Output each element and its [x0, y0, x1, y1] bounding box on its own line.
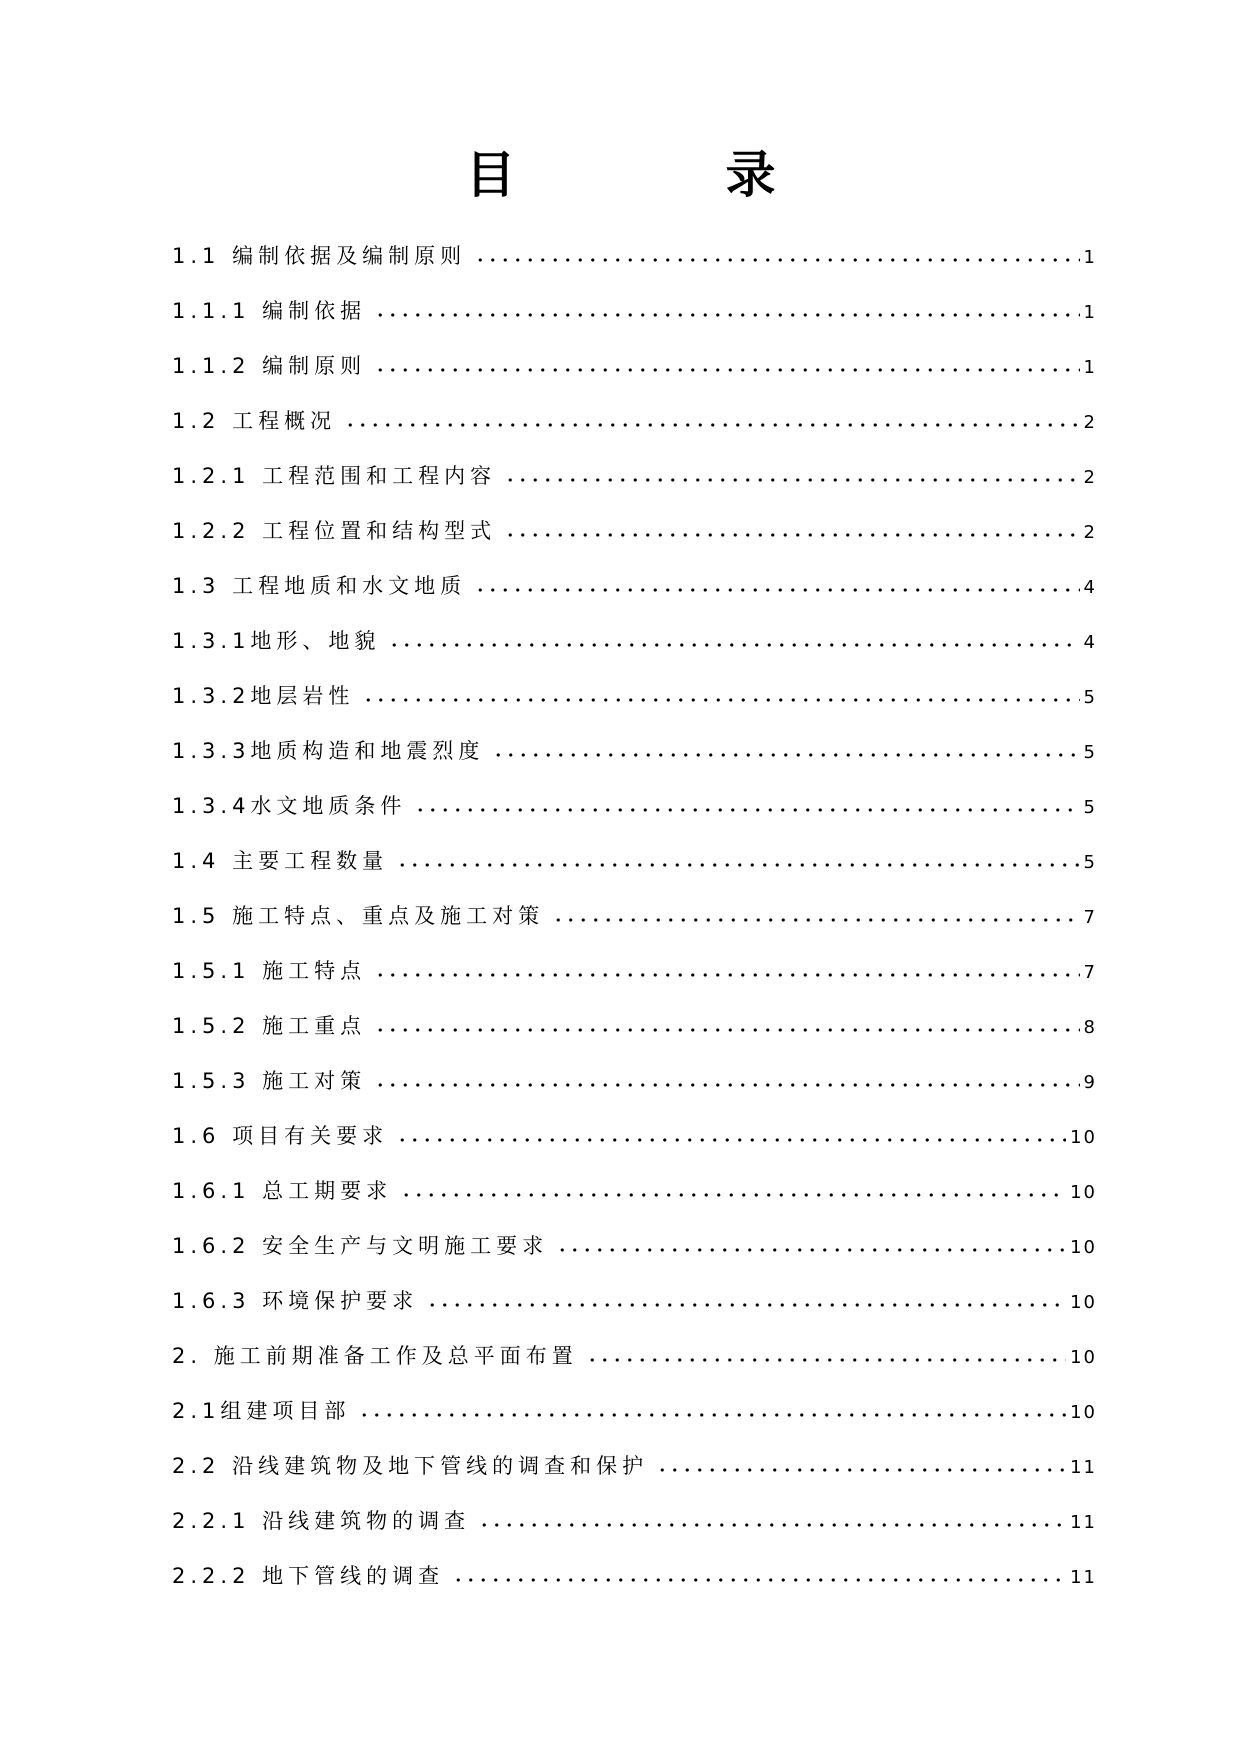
toc-dot-leader	[358, 1394, 1066, 1418]
toc-dot-leader	[374, 349, 1079, 373]
toc-dot-leader	[396, 1119, 1066, 1143]
toc-entry-page: 5	[1083, 852, 1097, 873]
toc-entry-page: 10	[1070, 1127, 1097, 1148]
toc-entry-label: 1.2 工程概况	[172, 409, 337, 433]
toc-entry-label: 1.6.3 环境保护要求	[172, 1289, 419, 1313]
toc-entry-page: 5	[1083, 797, 1097, 818]
toc-dot-leader	[374, 294, 1079, 318]
toc-dot-leader	[374, 1009, 1079, 1033]
toc-entry-page: 5	[1083, 742, 1097, 763]
toc-entry-page: 11	[1070, 1512, 1097, 1533]
toc-entry[interactable]	[172, 1174, 1097, 1229]
toc-entry-label: 1.1.1 编制依据	[172, 299, 367, 323]
toc-entry-page: 10	[1070, 1402, 1097, 1423]
toc-dot-leader	[374, 1064, 1079, 1088]
toc-entry[interactable]	[172, 1284, 1097, 1339]
toc-entry[interactable]	[172, 1339, 1097, 1394]
toc-entry-page: 11	[1070, 1567, 1097, 1588]
toc-entry[interactable]	[172, 679, 1097, 734]
toc-entry-page: 11	[1070, 1457, 1097, 1478]
toc-entry[interactable]	[172, 569, 1097, 624]
toc-dot-leader	[492, 734, 1079, 758]
toc-entry-label: 1.6.1 总工期要求	[172, 1179, 393, 1203]
toc-entry-label: 1.3.1地形、地貌	[172, 629, 381, 653]
toc-entry-label: 2. 施工前期准备工作及总平面布置	[172, 1344, 578, 1368]
toc-entry-label: 1.5 施工特点、重点及施工对策	[172, 904, 545, 928]
toc-dot-leader	[452, 1559, 1066, 1583]
toc-entry-label: 1.5.2 施工重点	[172, 1014, 367, 1038]
toc-entry[interactable]	[172, 1064, 1097, 1119]
toc-dot-leader	[552, 899, 1079, 923]
toc-dot-leader	[400, 1174, 1066, 1198]
toc-entry-page: 2	[1083, 522, 1097, 543]
toc-entry-label: 2.2.2 地下管线的调查	[172, 1564, 445, 1588]
toc-entry[interactable]	[172, 239, 1097, 294]
toc-entry-label: 1.1.2 编制原则	[172, 354, 367, 378]
toc-entry[interactable]	[172, 1119, 1097, 1174]
toc-entry-page: 4	[1083, 577, 1097, 598]
toc-entry-page: 10	[1070, 1347, 1097, 1368]
toc-dot-leader	[656, 1449, 1066, 1473]
toc-entry[interactable]	[172, 734, 1097, 789]
toc-entry-label: 1.5.1 施工特点	[172, 959, 367, 983]
toc-entry-label: 1.2.2 工程位置和结构型式	[172, 519, 497, 543]
toc-dot-leader	[474, 569, 1079, 593]
toc-dot-leader	[344, 404, 1079, 428]
toc-entry-label: 1.2.1 工程范围和工程内容	[172, 464, 497, 488]
toc-entry-label: 1.3.2地层岩性	[172, 684, 355, 708]
toc-entry[interactable]	[172, 1394, 1097, 1449]
toc-entry-page: 4	[1083, 632, 1097, 653]
table-of-contents	[172, 239, 1097, 1614]
toc-entry-page: 9	[1083, 1072, 1097, 1093]
toc-dot-leader	[504, 514, 1079, 538]
toc-entry-label: 1.5.3 施工对策	[172, 1069, 367, 1093]
toc-entry[interactable]	[172, 514, 1097, 569]
toc-entry[interactable]	[172, 1449, 1097, 1504]
toc-entry-page: 1	[1083, 302, 1097, 323]
toc-entry[interactable]	[172, 954, 1097, 1009]
toc-entry[interactable]	[172, 899, 1097, 954]
toc-entry-page: 1	[1083, 357, 1097, 378]
toc-entry[interactable]	[172, 294, 1097, 349]
toc-entry-label: 1.3 工程地质和水文地质	[172, 574, 467, 598]
toc-entry-page: 7	[1083, 907, 1097, 928]
toc-entry[interactable]	[172, 349, 1097, 404]
toc-dot-leader	[374, 954, 1079, 978]
toc-entry-page: 5	[1083, 687, 1097, 708]
toc-entry-label: 1.3.3地质构造和地震烈度	[172, 739, 485, 763]
toc-entry-page: 1	[1083, 247, 1097, 268]
toc-dot-leader	[414, 789, 1079, 813]
page-title: 目 录	[465, 146, 856, 204]
toc-entry[interactable]	[172, 1504, 1097, 1559]
toc-entry-label: 2.2 沿线建筑物及地下管线的调查和保护	[172, 1454, 649, 1478]
toc-entry[interactable]	[172, 624, 1097, 679]
toc-dot-leader	[388, 624, 1079, 648]
toc-dot-leader	[474, 239, 1079, 263]
toc-entry[interactable]	[172, 404, 1097, 459]
toc-entry[interactable]	[172, 1229, 1097, 1284]
toc-dot-leader	[362, 679, 1079, 703]
toc-entry[interactable]	[172, 789, 1097, 844]
toc-entry-page: 8	[1083, 1017, 1097, 1038]
toc-entry-page: 2	[1083, 412, 1097, 433]
toc-entry[interactable]	[172, 1559, 1097, 1614]
toc-entry-label: 1.1 编制依据及编制原则	[172, 244, 467, 268]
toc-dot-leader	[396, 844, 1079, 868]
toc-entry-label: 1.4 主要工程数量	[172, 849, 389, 873]
toc-entry-page: 10	[1070, 1237, 1097, 1258]
toc-entry[interactable]	[172, 459, 1097, 514]
toc-entry-label: 2.1组建项目部	[172, 1399, 351, 1423]
toc-entry-page: 2	[1083, 467, 1097, 488]
toc-entry-page: 10	[1070, 1182, 1097, 1203]
toc-entry-label: 1.6.2 安全生产与文明施工要求	[172, 1234, 549, 1258]
toc-entry-label: 1.3.4水文地质条件	[172, 794, 407, 818]
toc-dot-leader	[504, 459, 1079, 483]
toc-entry-page: 7	[1083, 962, 1097, 983]
toc-entry[interactable]	[172, 1009, 1097, 1064]
toc-dot-leader	[586, 1339, 1066, 1363]
toc-dot-leader	[556, 1229, 1066, 1253]
toc-entry[interactable]	[172, 844, 1097, 899]
toc-entry-page: 10	[1070, 1292, 1097, 1313]
toc-dot-leader	[426, 1284, 1066, 1308]
toc-entry-label: 2.2.1 沿线建筑物的调查	[172, 1509, 471, 1533]
toc-dot-leader	[478, 1504, 1066, 1528]
toc-entry-label: 1.6 项目有关要求	[172, 1124, 389, 1148]
